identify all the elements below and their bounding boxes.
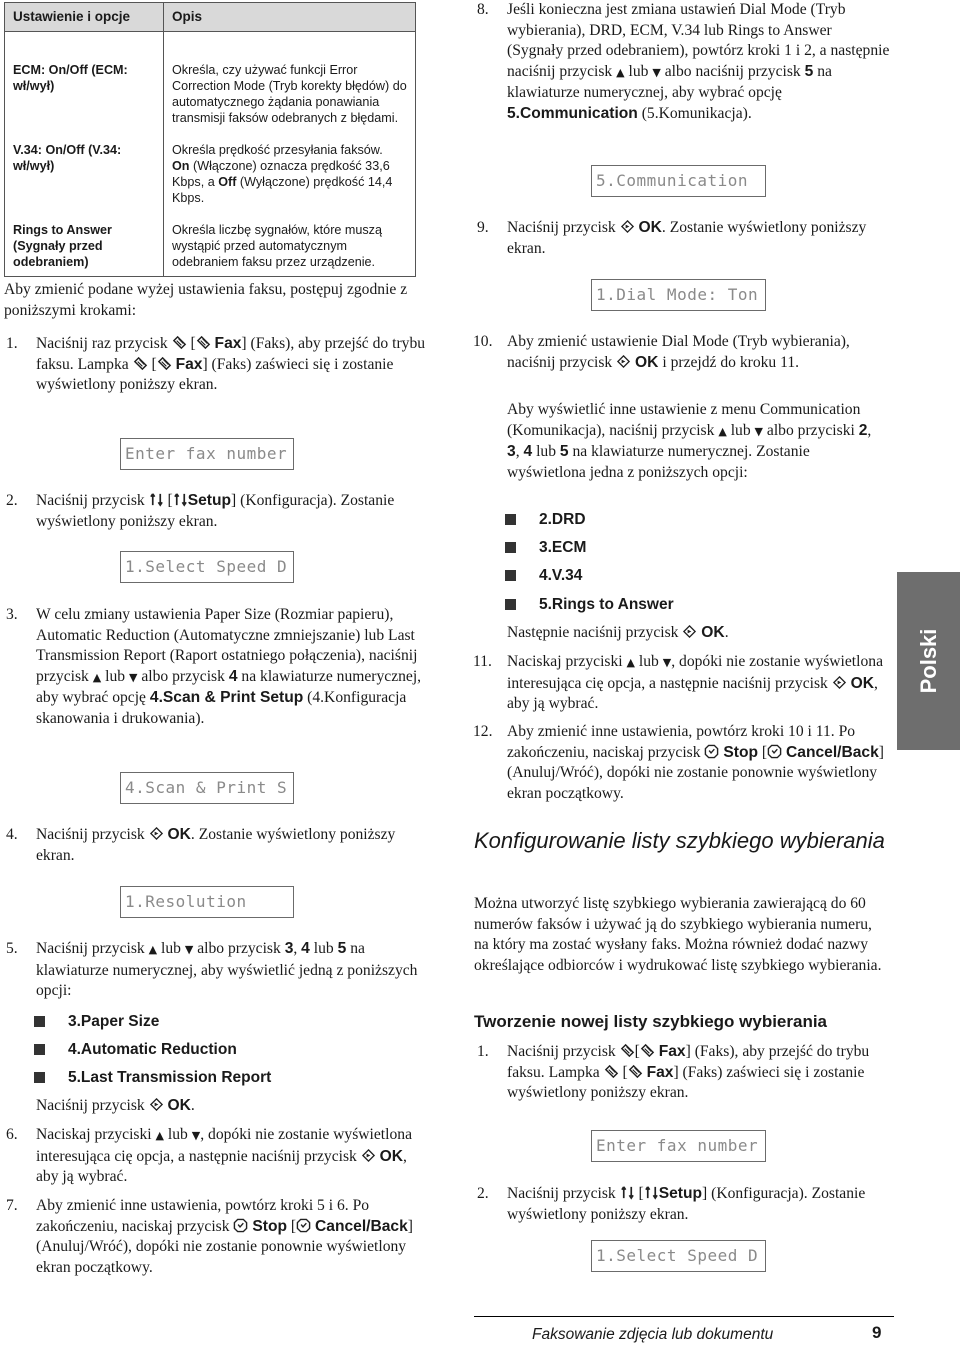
step-10 [473, 332, 887, 373]
ok-label: OK [379, 1147, 404, 1165]
step-text: Naciśnij przycisk [36, 940, 145, 957]
option-label: 5.Communication [507, 104, 638, 122]
key-label: 4 [228, 667, 238, 685]
step-text: lub [167, 1126, 188, 1143]
step-text: lub [628, 62, 649, 80]
down-arrow-icon: ▼ [184, 943, 194, 956]
step-text: (Konfiguracja). Zostanie wyświetlony poniższy ekran. [36, 492, 395, 530]
fax-button-label: Fax [658, 1043, 686, 1060]
step-text: lub [160, 940, 181, 957]
step-text: Naciśnij raz przycisk [36, 335, 168, 352]
step-5-tail: Naciśnij przycisk OK. [36, 1097, 195, 1114]
step-10-more: Aby wyświetlić inne ustawienie z menu Communication (Komunikacja), naciśnij przycisk ▲ lub ▼ albo przyciski 2, 3, 4 lub 5 na klawiaturze numerycznej. Zostanie wyświetlona jedna z poniższych opcji: [507, 401, 872, 481]
ok-label: OK [167, 1097, 191, 1114]
step-11 [473, 652, 891, 715]
key-label: 3 [284, 940, 294, 957]
key-label: 5 [337, 940, 347, 957]
step-text: Naciśnij przycisk [507, 219, 616, 236]
fax-button-label: Fax [646, 1063, 674, 1081]
step-text: (Faks), aby przejść do trybu faksu. Lampka [507, 1043, 870, 1081]
step-text: , dopóki nie zostanie wyświetlona interesująca cię opcja, a następnie naciśnij przycisk [507, 653, 883, 692]
key-label: 4 [301, 940, 310, 957]
list-item-label: 4.Automatic Reduction [68, 1041, 237, 1058]
description-line: Określa prędkość przesyłania faksów. [172, 143, 383, 157]
stop-icon [233, 1218, 248, 1233]
step-text: (5.Komunikacja). [641, 104, 752, 122]
list-item-label: 5.Rings to Answer [539, 596, 674, 613]
table-row [5, 32, 416, 133]
step-8 [477, 0, 891, 124]
step-text: (Anuluj/Wróć), dopóki nie zostanie ponownie wyświetlony ekran początkowy. [36, 1238, 407, 1276]
step-text: na klawiaturze numerycznej, aby wybrać opcję [507, 62, 832, 101]
list-item-label: 5.Last Transmission Report [68, 1069, 272, 1086]
key-label: 4 [523, 443, 533, 460]
step-text: albo przycisk [197, 940, 281, 957]
step-text: , dopóki nie zostanie wyświetlona interesująca cię opcja, a następnie naciśnij przycisk [36, 1126, 412, 1165]
key-label: 2 [858, 421, 868, 439]
lcd-screen: 1.Select Speed D [120, 551, 294, 583]
step-text: , aby ją wybrać. [36, 1147, 407, 1185]
step-text: i przejdź do kroku 11. [662, 353, 800, 371]
step-text: Naciśnij przycisk [507, 1043, 616, 1060]
step-number: 12. [473, 723, 493, 740]
key-label: 5 [804, 62, 814, 80]
setup-icon [620, 1185, 635, 1200]
step-text: Aby zmienić inne ustawienia, powtórz kroki 5 i 6. Po zakończeniu, naciskaj przycisk [36, 1197, 370, 1235]
step-text: Naciśnij przycisk [507, 1185, 616, 1202]
lcd-screen: 5.Communication [591, 165, 766, 197]
fax-icon [604, 1064, 619, 1079]
list-item-label: 2.DRD [539, 511, 586, 528]
stop-icon [296, 1218, 311, 1233]
step-text: albo przyciski [766, 421, 855, 439]
step-text: (Faks), aby przejść do trybu faksu. Lampka [36, 335, 426, 373]
lcd-screen: 4.Scan & Print S [120, 772, 294, 804]
footer-title: Faksowanie zdjęcia lub dokumentu [532, 1326, 774, 1343]
setting-name: Rings to Answer (Sygnały przed odebraniem) [5, 212, 164, 277]
ok-label: OK [635, 353, 659, 371]
ok-label: OK [701, 624, 725, 641]
off-label: Off [218, 175, 237, 189]
step-text: Aby zmienić inne ustawienia, powtórz kroki 10 i 11. Po zakończeniu, naciskaj przycisk [507, 723, 856, 761]
setting-description: Określa liczbę sygnałów, które muszą wystąpić przed automatycznym odebraniem faksu przez urządzenie. [164, 212, 416, 277]
step-text: , aby ją wybrać. [507, 674, 878, 712]
setting-description: Określa, czy używać funkcji Error Correction Mode (Tryb korekty błędów) do automatycznego żądania ponawiania transmisji faksów odebranych z błędami. [164, 32, 416, 133]
section-heading: Konfigurowanie listy szybkiego wybierania [474, 828, 885, 853]
step-text: (Konfiguracja). Zostanie wyświetlony poniższy ekran. [507, 1185, 866, 1223]
ok-icon [832, 675, 847, 690]
step-text: (4.Konfiguracja skanowania i drukowania). [36, 689, 407, 727]
setup-button-label: Setup [187, 492, 232, 509]
up-arrow-icon: ▲ [148, 943, 158, 956]
stop-label: Stop [723, 743, 759, 761]
step-number: 6. [6, 1126, 18, 1143]
step-text: (Anuluj/Wróć), dopóki nie zostanie ponownie wyświetlony ekran początkowy. [507, 764, 878, 802]
ok-label: OK [167, 826, 191, 843]
stop-label: Stop [252, 1217, 288, 1235]
subsection-heading: Tworzenie nowej listy szybkiego wybierania [474, 1012, 828, 1031]
table-row [5, 132, 416, 212]
new-list-step-2: 2. Naciśnij przycisk [ Setup] (Konfiguracja). Zostanie wyświetlony poniższy ekran. [477, 1185, 866, 1223]
settings-table [4, 2, 416, 277]
step-number: 8. [477, 1, 489, 18]
list-item [68, 1068, 271, 1089]
key-label: 5 [559, 443, 569, 460]
language-tab-label: Polski [915, 628, 941, 694]
ok-label: OK [638, 219, 662, 236]
list-item [539, 595, 674, 616]
fax-button-label: Fax [214, 335, 242, 352]
table-row [5, 212, 416, 277]
up-arrow-icon: ▲ [92, 670, 102, 684]
up-arrow-icon: ▲ [616, 65, 625, 79]
step-text: W celu zmiany ustawienia Paper Size (Rozmiar papieru), Automatic Reduction (Automatyczne zmniejszanie) lub Last Transmission Report (Raport ostatniego połączenia), naciśnij przycisk [36, 606, 418, 685]
step-text: albo przycisk [141, 667, 225, 685]
setup-icon [149, 492, 164, 507]
fax-icon [172, 335, 187, 350]
lcd-screen: 1.Select Speed D [591, 1240, 766, 1272]
step-number: 5. [6, 940, 18, 957]
cancel-back-label: Cancel/Back [315, 1217, 408, 1235]
step-text: Jeśli konieczna jest zmiana ustawień Dial Mode (Tryb wybierania), DRD, ECM, V.34 lub Rings to Answer (Sygnały przed odebraniem), powtórz kroki 1 i 2, a następnie naciśnij przycisk [507, 1, 890, 80]
step-7: 7. Aby zmienić inne ustawienia, powtórz kroki 5 i 6. Po zakończeniu, naciskaj przycisk Stop [ Cancel/Back] (Anuluj/Wróć), dopóki nie zostanie ponownie wyświetlony ekran początkowy. [6, 1197, 413, 1276]
page-number: 9 [872, 1323, 882, 1342]
step-text: albo naciśnij przycisk [664, 62, 801, 80]
ok-icon [620, 219, 635, 234]
stop-icon [767, 744, 782, 759]
table-header-setting: Ustawienie i opcje [5, 3, 164, 32]
down-arrow-icon: ▼ [191, 1129, 201, 1142]
up-arrow-icon: ▲ [626, 656, 635, 669]
step-text: na klawiaturze numerycznej. Zostanie wyświetlona jedna z poniższych opcji: [507, 443, 810, 481]
lcd-screen: Enter fax number [120, 438, 294, 470]
down-arrow-icon: ▼ [652, 65, 661, 79]
section-paragraph: Można utworzyć listę szybkiego wybierania zawierającą do 60 numerów faksów i używać ją do szybkiego wybierania numeru, na który ma zostać wysłany faks. Można również dodać nazwy określające odbiorców i wydrukować listę szybkiego wybierania. [474, 895, 882, 974]
down-arrow-icon: ▼ [662, 656, 672, 669]
step-number: 3. [6, 606, 18, 623]
ok-icon [149, 826, 164, 841]
step-text: na klawiaturze numerycznej, aby wyświetlić jedną z poniższych opcji: [36, 940, 418, 999]
step-text: Aby zmienić ustawienie Dial Mode (Tryb wybierania), naciśnij przycisk [507, 333, 850, 371]
lcd-screen: 1.Dial Mode: Ton [591, 279, 766, 311]
step-3 [6, 605, 426, 729]
description-text: (Włączone) oznacza prędkość 33,6 Kbps, a [172, 159, 390, 189]
step-number: 7. [6, 1197, 18, 1214]
step-10-tail: Następnie naciśnij przycisk OK. [507, 624, 729, 641]
stop-icon [704, 744, 719, 759]
step-5: 5. Naciśnij przycisk ▲ lub ▼ albo przycisk 3, 4 lub 5 na klawiaturze numerycznej, aby wyświetlić jedną z poniższych opcji: [6, 940, 418, 999]
step-text: . Zostanie wyświetlony poniższy ekran. [507, 219, 867, 257]
key-label: 3 [507, 443, 516, 460]
step-text: Naciskaj przyciski [507, 653, 623, 670]
ok-icon [682, 624, 697, 639]
step-6 [6, 1125, 426, 1188]
fax-icon [196, 335, 211, 350]
fax-button-label: Fax [175, 355, 203, 373]
step-number: 11. [473, 653, 492, 670]
list-item-label: 3.ECM [539, 539, 587, 556]
list-item [68, 1012, 159, 1033]
step-text: Naciśnij przycisk [36, 826, 145, 843]
setting-name: ECM: On/Off (ECM: wł/wył) [5, 32, 164, 133]
list-item-label: 4.V.34 [539, 567, 583, 584]
step-9 [477, 218, 897, 259]
step-number: 2. [477, 1185, 489, 1202]
table-header-description: Opis [164, 3, 416, 32]
step-number: 2. [6, 492, 18, 509]
down-arrow-icon: ▼ [128, 670, 138, 684]
step-text: Naciśnij przycisk [36, 1097, 145, 1114]
footer-rule [474, 1316, 894, 1317]
step-12: 12. Aby zmienić inne ustawienia, powtórz kroki 10 i 11. Po zakończeniu, naciskaj przycisk Stop [ Cancel/Back] (Anuluj/Wróć), dopóki nie zostanie ponownie wyświetlony ekran początkowy. [473, 723, 884, 802]
on-label: On [172, 159, 190, 173]
step-text: na klawiaturze numerycznej, aby wybrać opcję [36, 667, 422, 706]
step-text: Naciśnij przycisk [36, 492, 145, 509]
step-2: 2. Naciśnij przycisk [ Setup] (Konfiguracja). Zostanie wyświetlony poniższy ekran. [6, 492, 395, 530]
fax-icon [640, 1043, 655, 1058]
step-text: Naciskaj przyciski [36, 1126, 152, 1143]
cancel-back-label: Cancel/Back [786, 743, 879, 761]
setup-icon [644, 1185, 659, 1200]
ok-icon [616, 354, 631, 369]
step-text: Następnie naciśnij przycisk [507, 624, 679, 641]
setting-description [164, 132, 416, 212]
lcd-screen: Enter fax number [591, 1130, 766, 1162]
down-arrow-icon: ▼ [754, 424, 764, 438]
list-item [539, 510, 586, 531]
ok-icon [149, 1097, 164, 1112]
setup-button-label: Setup [658, 1185, 703, 1202]
fax-icon [157, 356, 172, 371]
step-text: (Faks) zaświeci się i zostanie wyświetlony poniższy ekran. [36, 355, 394, 393]
description-text: (Wyłączone) prędkość 14,4 Kbps. [172, 175, 393, 205]
step-4 [6, 825, 426, 866]
up-arrow-icon: ▲ [718, 424, 727, 438]
step-text: . Zostanie wyświetlony poniższy ekran. [36, 826, 396, 864]
list-item [68, 1040, 237, 1061]
step-text: Aby wyświetlić inne ustawienie z menu Communication (Komunikacja), naciśnij przycisk [507, 401, 861, 439]
step-1: 1. Naciśnij raz przycisk [ Fax] (Faks), aby przejść do trybu faksu. Lampka [ Fax] (Faks) zaświeci się i zostanie wyświetlony poniższy ekran. [6, 335, 426, 393]
language-tab [897, 572, 960, 750]
fax-icon [133, 356, 148, 371]
list-item [539, 566, 582, 587]
ok-icon [361, 1148, 376, 1163]
step-text: lub [105, 667, 126, 685]
option-label: 4.Scan & Print Setup [149, 689, 304, 706]
step-text: (Faks) zaświeci się i zostanie wyświetlony poniższy ekran. [507, 1063, 865, 1101]
step-number: 9. [477, 219, 489, 236]
step-text: lub [730, 421, 751, 439]
description-line [172, 158, 407, 206]
setting-name: V.34: On/Off (V.34: wł/wył) [5, 132, 164, 212]
fax-icon [620, 1043, 635, 1058]
intro-paragraph: Aby zmienić podane wyżej ustawienia faksu, postępuj zgodnie z poniższymi krokami: [4, 281, 408, 319]
list-item-label: 3.Paper Size [68, 1013, 160, 1030]
step-number: 4. [6, 826, 18, 843]
lcd-screen: 1.Resolution [120, 886, 294, 918]
new-list-step-1: 1. Naciśnij przycisk [ Fax] (Faks), aby przejść do trybu faksu. Lampka [ Fax] (Faks) zaświeci się i zostanie wyświetlony poniższy ekran. [477, 1043, 870, 1101]
list-item [539, 538, 586, 559]
setup-icon [173, 492, 188, 507]
step-number: 1. [6, 335, 18, 352]
ok-label: OK [850, 674, 875, 692]
up-arrow-icon: ▲ [155, 1129, 164, 1142]
step-number: 1. [477, 1043, 489, 1060]
step-number: 10. [473, 333, 493, 350]
fax-icon [628, 1064, 643, 1079]
step-text: lub [638, 653, 659, 670]
